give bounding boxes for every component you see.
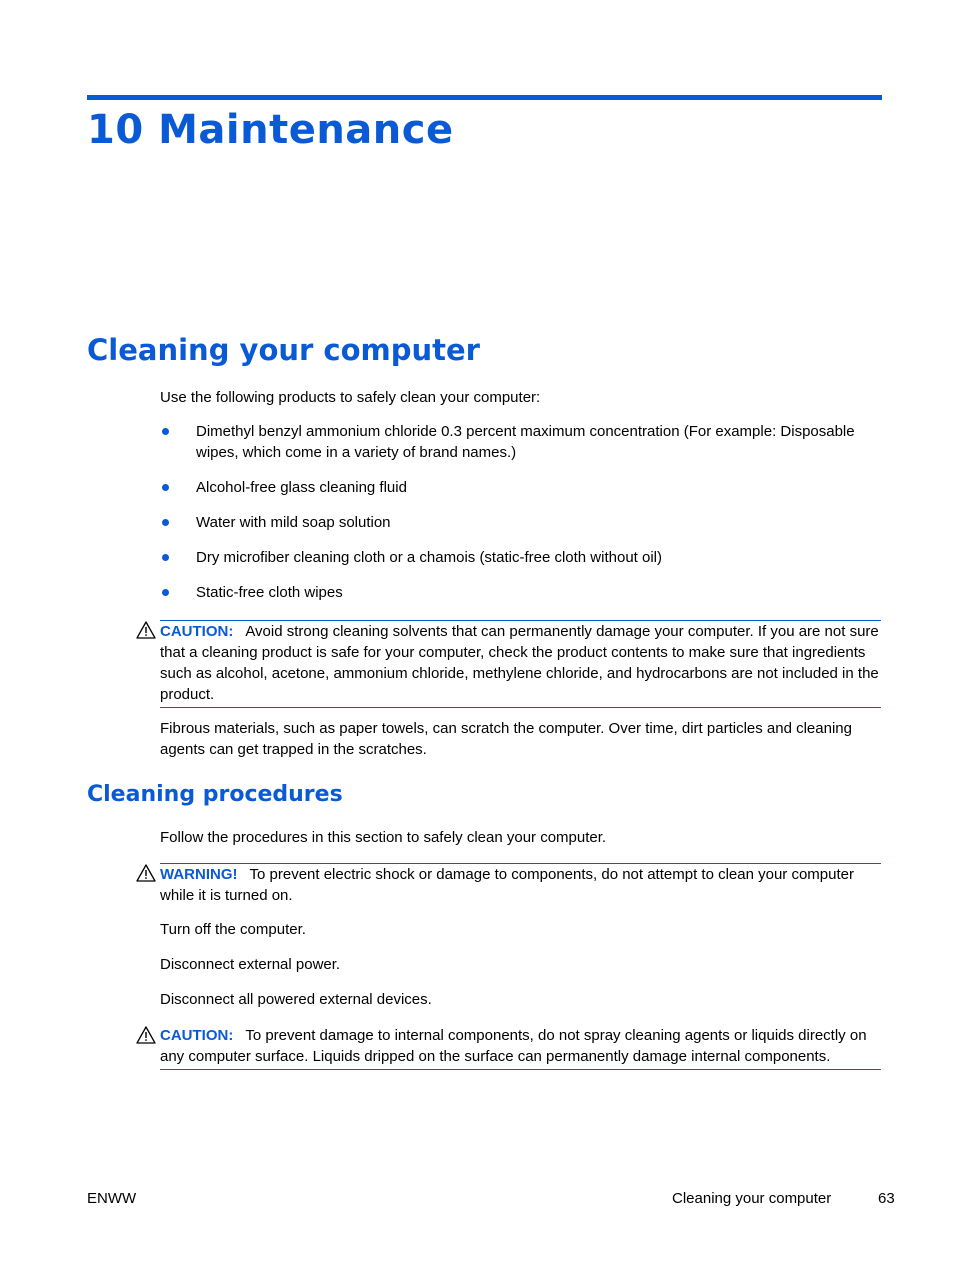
chapter-rule <box>87 95 882 100</box>
caution-label: CAUTION: <box>160 1027 234 1044</box>
caution-text: To prevent damage to internal components, do not spray cleaning agents or liquids directly on any computer surface. Liquids dripped on the surface can permanently damage internal components. <box>160 1027 867 1065</box>
step-item: Disconnect all powered external devices. <box>160 991 432 1008</box>
caution-notice <box>160 1025 881 1070</box>
footer-left: ENWW <box>87 1190 137 1207</box>
bullet-icon <box>162 519 169 526</box>
section-intro: Use the following products to safely clean your computer: <box>160 389 541 406</box>
warning-text: To prevent electric shock or damage to components, do not attempt to clean your computer while it is turned on. <box>160 866 854 904</box>
list-item: Dimethyl benzyl ammonium chloride 0.3 percent maximum concentration (For example: Disposable wipes, which come in a variety of brand names.) <box>160 421 880 463</box>
list-item: Water with mild soap solution <box>160 512 880 533</box>
warning-triangle-icon <box>136 1026 156 1044</box>
footer-section: Cleaning your computer <box>672 1190 832 1207</box>
list-item: Dry microfiber cleaning cloth or a chamois (static-free cloth without oil) <box>160 547 880 568</box>
caution-text: Avoid strong cleaning solvents that can permanently damage your computer. If you are not sure that a cleaning product is safe for your computer, check the product contents to make sure that ingredients such as alcohol, acetone, ammonium chloride, methylene chloride, and hydrocarbons are not included in the product. <box>160 623 879 703</box>
caution-notice <box>160 620 881 708</box>
caution-label: CAUTION: <box>160 623 234 640</box>
subsection-intro: Follow the procedures in this section to safely clean your computer. <box>160 829 607 846</box>
subsection-title: Cleaning procedures <box>87 782 343 807</box>
step-item: Disconnect external power. <box>160 956 341 973</box>
bullet-icon <box>162 484 169 491</box>
bullet-icon <box>162 428 169 435</box>
chapter-title: 10 Maintenance <box>87 107 454 153</box>
section-title: Cleaning your computer <box>87 333 480 367</box>
list-item: Alcohol-free glass cleaning fluid <box>160 477 880 498</box>
bullet-icon <box>162 589 169 596</box>
warning-label: WARNING! <box>160 866 238 883</box>
step-item: Turn off the computer. <box>160 921 306 938</box>
warning-notice <box>160 863 881 906</box>
warning-triangle-icon <box>136 864 156 882</box>
products-list <box>160 421 880 617</box>
page-number: 63 <box>878 1190 895 1207</box>
list-item: Static-free cloth wipes <box>160 582 880 603</box>
warning-triangle-icon <box>136 621 156 639</box>
bullet-icon <box>162 554 169 561</box>
fibrous-note: Fibrous materials, such as paper towels, can scratch the computer. Over time, dirt particles and cleaning agents can get trapped in the scratches. <box>160 720 852 758</box>
